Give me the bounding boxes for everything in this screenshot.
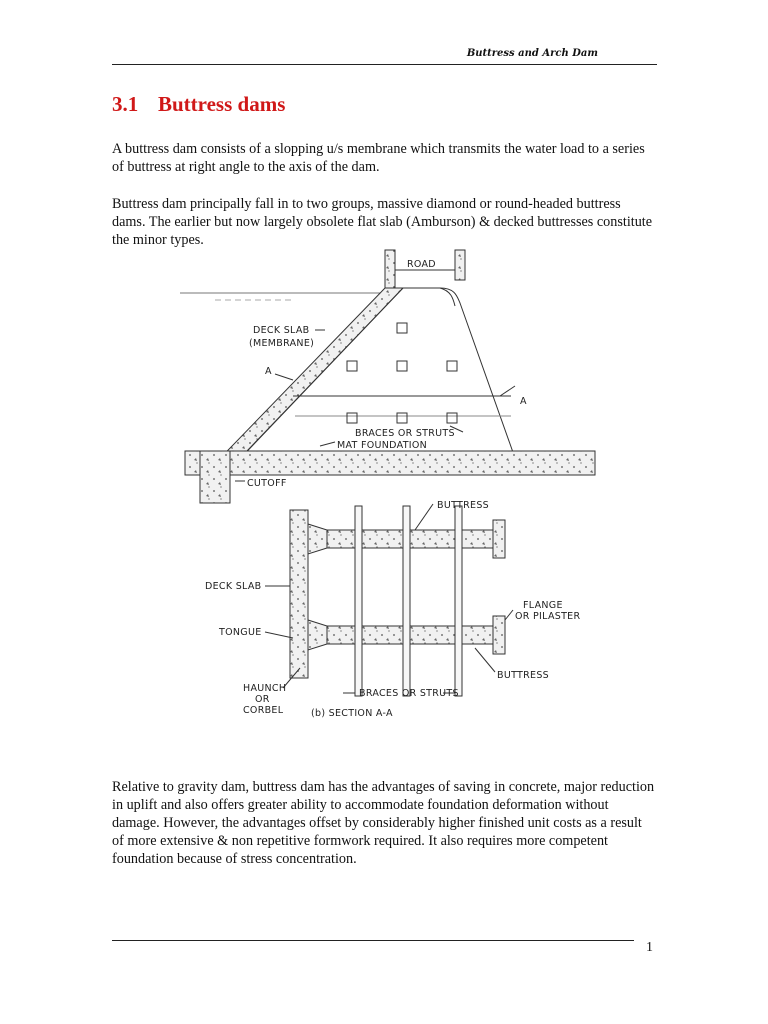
- buttress-dam-figure: [175, 248, 615, 748]
- paragraph-types: Buttress dam principally fall in to two groups, massive diamond or round-headed buttress dams. The earlier but now largely obsolete flat slab (Amburson) & decked buttresses constitute the minor types.: [112, 196, 653, 248]
- section-heading: [112, 92, 285, 117]
- road-pillar-right: [455, 250, 465, 280]
- label-mat-foundation: MAT FOUNDATION: [337, 440, 428, 451]
- label-flange: FLANGE: [523, 600, 563, 611]
- flange-bottom: [493, 616, 505, 654]
- label-deck-slab-top: DECK SLAB: [253, 325, 310, 336]
- road-pillar-left: [385, 250, 395, 292]
- label-membrane: (MEMBRANE): [249, 338, 315, 349]
- mat-foundation: [185, 451, 595, 475]
- section-a-a-view: [265, 504, 513, 696]
- header-rule: [112, 64, 657, 65]
- label-section-a-left: A: [265, 366, 272, 377]
- section-number: 3.1: [112, 92, 139, 116]
- label-haunch: HAUNCH: [243, 683, 287, 694]
- label-buttress-bottom: BUTTRESS: [497, 670, 549, 681]
- label-braces-top: BRACES OR STRUTS: [355, 428, 455, 439]
- paragraph-definition: A buttress dam consists of a slopping u/s membrane which transmits the water load to a series of buttress at right angle to the axis of the dam.: [112, 141, 645, 175]
- label-cutoff: CUTOFF: [247, 478, 287, 489]
- label-braces-bottom: BRACES OR STRUTS: [359, 688, 459, 699]
- label-or-pilaster: OR PILASTER: [515, 611, 581, 622]
- page-number: 1: [646, 940, 653, 955]
- flange-top: [493, 520, 505, 558]
- label-buttress-top: BUTTRESS: [437, 500, 489, 511]
- deck-slab-plan: [290, 510, 308, 678]
- buttress-dam-diagram: [175, 248, 615, 748]
- strut-2: [403, 506, 410, 696]
- label-section-a-right: A: [520, 396, 527, 407]
- strut-3: [455, 506, 462, 696]
- label-section-caption: (b) SECTION A-A: [311, 708, 393, 719]
- label-road: ROAD: [407, 259, 436, 270]
- label-or: OR: [255, 694, 270, 705]
- footer-rule: [112, 940, 634, 941]
- label-deck-slab-bottom: DECK SLAB: [205, 581, 262, 592]
- strut-1: [355, 506, 362, 696]
- cutoff: [200, 451, 230, 503]
- paragraph-advantages: Relative to gravity dam, buttress dam has the advantages of saving in concrete, major reduction in uplift and also offers greater ability to accommodate foundation deformation without damage. However, the advantages offset by considerably higher finished unit costs as a result of more extensive & non repetitive formwork required. It also requires more competent foundation because of stress concentration.: [112, 779, 655, 867]
- elevation-view: [180, 250, 595, 503]
- label-corbel: CORBEL: [243, 705, 284, 716]
- label-tongue: TONGUE: [219, 627, 262, 638]
- section-title: Buttress dams: [158, 92, 286, 116]
- running-header: Buttress and Arch Dam: [466, 48, 598, 59]
